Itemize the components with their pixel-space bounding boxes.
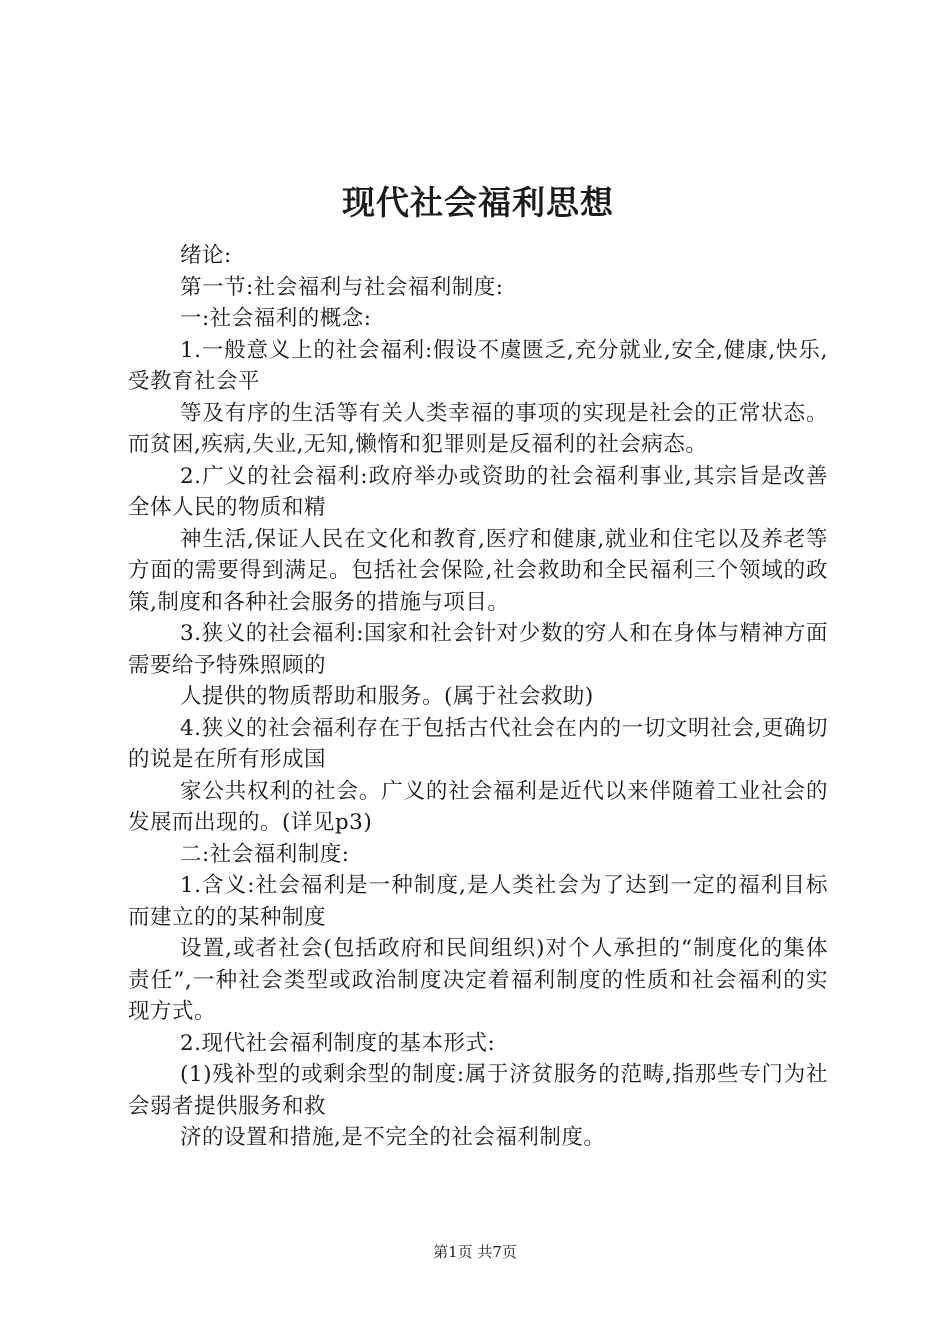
paragraph: 二:社会福利制度:: [180, 841, 350, 867]
paragraph: 济的设置和措施,是不完全的社会福利制度。: [180, 1125, 606, 1150]
paragraph: 4.狭义的社会福利存在于包括古代社会在内的一切文明社会,更确切的说是在所有形成国: [128, 715, 828, 772]
paragraph: 家公共权利的社会。广义的社会福利是近代以来伴随着工业社会的发展而出现的。(详见p3): [128, 778, 828, 835]
paragraph: 绪论:: [180, 243, 232, 268]
paragraph: 1.一般意义上的社会福利:假设不虞匮乏,充分就业,安全,健康,快乐,受教育社会平: [128, 337, 828, 394]
document-title: 现代社会福利思想: [342, 183, 614, 222]
page-footer: 第1页 共7页: [433, 1243, 517, 1261]
paragraph: 神生活,保证人民在文化和教育,医疗和健康,就业和住宅以及养老等方面的需要得到满足。包括社会保险,社会救助和全民福利三个领域的政策,制度和各种社会服务的措施与项目。: [128, 526, 828, 615]
paragraph: 第一节:社会福利与社会福利制度:: [180, 274, 504, 300]
document-page: [128, 180, 828, 1154]
paragraph: 人提供的物质帮助和服务。(属于社会救助): [180, 684, 594, 709]
paragraph: 等及有序的生活等有关人类幸福的事项的实现是社会的正常状态。而贫困,疾病,失业,无知,懒惰和犯罪则是反福利的社会病态。: [128, 400, 828, 457]
paragraph: (1)残补型的或剩余型的制度:属于济贫服务的范畴,指那些专门为社会弱者提供服务和救: [128, 1062, 828, 1119]
paragraph: 1.含义:社会福利是一种制度,是人类社会为了达到一定的福利目标而建立的的某种制度: [128, 873, 828, 930]
paragraph: 2.现代社会福利制度的基本形式:: [180, 1030, 496, 1056]
paragraph: 3.狭义的社会福利:国家和社会针对少数的穷人和在身体与精神方面需要给予特殊照顾的: [128, 621, 828, 678]
document-body: [128, 240, 828, 1154]
paragraph: 设置,或者社会(包括政府和民间组织)对个人承担的“制度化的集体责任”,一种社会类型或政治制度决定着福利制度的性质和社会福利的实现方式。: [128, 936, 828, 1024]
paragraph: 一:社会福利的概念:: [180, 306, 372, 331]
paragraph: 2.广义的社会福利:政府举办或资助的社会福利事业,其宗旨是改善全体人民的物质和精: [128, 463, 828, 520]
